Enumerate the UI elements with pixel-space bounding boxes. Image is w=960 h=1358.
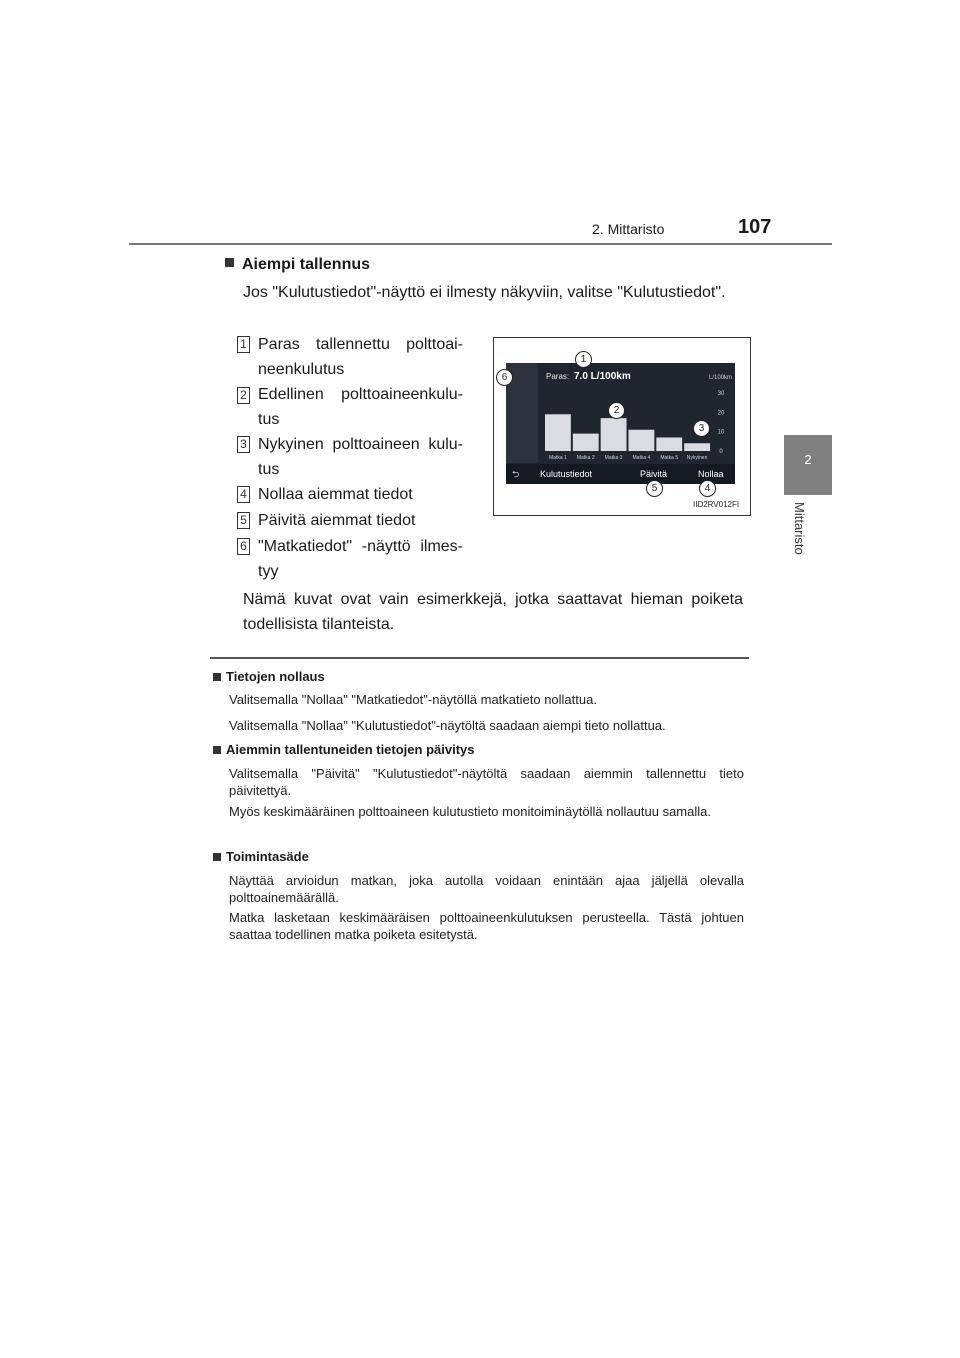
square-bullet-icon xyxy=(213,673,221,681)
notes-divider xyxy=(210,657,749,659)
section-title-text: Aiempi tallennus xyxy=(242,256,371,273)
note-paragraph: Matka lasketaan keskimääräisen polttoaineenkulutuksen perusteella. Tästä johtuen saattaa todellinen matka poiketa esitetystä. xyxy=(229,910,744,942)
section-title xyxy=(225,256,370,274)
y-tick-label: 0 xyxy=(719,449,723,455)
back-button[interactable]: ⮌ xyxy=(512,470,520,480)
callout-5: 5 xyxy=(646,480,663,497)
chart-bar xyxy=(684,443,710,451)
callout-3: 3 xyxy=(693,420,710,437)
x-tick-label: Matka 4 xyxy=(632,455,651,461)
update-button[interactable]: Päivitä xyxy=(640,469,668,479)
header-divider xyxy=(129,243,832,245)
page-number: 107 xyxy=(738,216,772,238)
header-chapter: 2. Mittaristo xyxy=(592,221,665,237)
x-tick-label: Matka 2 xyxy=(576,455,595,461)
best-value: 7.0 L/100km xyxy=(574,371,631,382)
x-tick-label: Matka 5 xyxy=(660,455,679,461)
square-bullet-icon xyxy=(225,258,234,267)
chart-bar xyxy=(656,437,682,451)
note-paragraph: Valitsemalla "Päivitä" "Kulutustiedot"-näytöltä saadaan aiemmin tallennettu tieto päivitettyä. xyxy=(229,766,744,798)
square-bullet-icon xyxy=(213,746,221,754)
y-tick-label: 10 xyxy=(717,429,725,436)
list-item: "Matkatiedot" -näyttö ilmestyy xyxy=(258,538,463,580)
item-number: 6 xyxy=(237,538,250,555)
item-number: 3 xyxy=(237,436,250,453)
chart-bar xyxy=(629,430,655,451)
chart-bar xyxy=(573,434,599,451)
callout-2: 2 xyxy=(608,402,625,419)
note-title xyxy=(213,742,475,757)
callout-6: 6 xyxy=(496,369,513,386)
chapter-tab: 2 xyxy=(784,435,832,495)
note-title xyxy=(213,669,325,684)
x-tick-label: Matka 1 xyxy=(549,455,567,461)
list-item: Paras tallennettu polttoaineenkulutus xyxy=(258,336,463,378)
consumption-tab-button[interactable]: Kulutustiedot xyxy=(540,469,593,479)
list-item: Nollaa aiemmat tiedot xyxy=(258,486,413,503)
note-paragraph: Myös keskimääräinen polttoaineen kulutustieto monitoiminäytöllä nollautuu samalla. xyxy=(229,804,711,819)
unit-label: L/100km xyxy=(709,375,733,381)
y-tick-label: 20 xyxy=(717,410,725,417)
reset-button[interactable]: Nollaa xyxy=(698,469,724,479)
note-title-text: Aiemmin tallentuneiden tietojen päivitys xyxy=(226,742,475,757)
note-title-text: Tietojen nollaus xyxy=(226,669,325,684)
disclaimer-text: Nämä kuvat ovat vain esimerkkejä, jotka saattavat hieman poiketa todellisista tilanteista. xyxy=(243,591,743,633)
x-tick-label: Nykyinen xyxy=(686,455,708,461)
note-paragraph: Näyttää arvioidun matkan, joka autolla voidaan enintään ajaa jäljellä olevalla polttoainemäärällä. xyxy=(229,873,744,905)
item-number: 5 xyxy=(237,512,250,529)
list-item: Edellinen polttoaineenkulutus xyxy=(258,386,463,428)
list-item: Nykyinen polttoaineen kulutus xyxy=(258,436,463,478)
chapter-tab-label: Mittaristo xyxy=(792,502,807,555)
y-tick-label: 30 xyxy=(717,391,725,397)
callout-4: 4 xyxy=(699,480,716,497)
note-paragraph: Valitsemalla "Nollaa" "Kulutustiedot"-näytöltä saadaan aiempi tieto nollattua. xyxy=(229,718,666,733)
x-tick-label: Matka 3 xyxy=(604,455,623,461)
list-item: Päivitä aiemmat tiedot xyxy=(258,512,416,529)
section-intro: Jos "Kulutustiedot"-näyttö ei ilmesty näkyviin, valitse "Kulutustiedot". xyxy=(243,284,726,301)
chart-bar xyxy=(601,418,627,451)
best-label: Paras: xyxy=(546,372,570,381)
note-title xyxy=(213,849,309,864)
item-number: 1 xyxy=(237,336,250,353)
note-paragraph: Valitsemalla "Nollaa" "Matkatiedot"-näytöllä matkatieto nollattua. xyxy=(229,692,597,707)
callout-1: 1 xyxy=(575,351,592,368)
square-bullet-icon xyxy=(213,853,221,861)
chart-bar xyxy=(545,414,571,451)
item-number: 4 xyxy=(237,486,250,503)
item-number: 2 xyxy=(237,387,250,404)
figure-code: IID2RV012FI xyxy=(693,500,740,509)
note-title-text: Toimintasäde xyxy=(226,849,309,864)
